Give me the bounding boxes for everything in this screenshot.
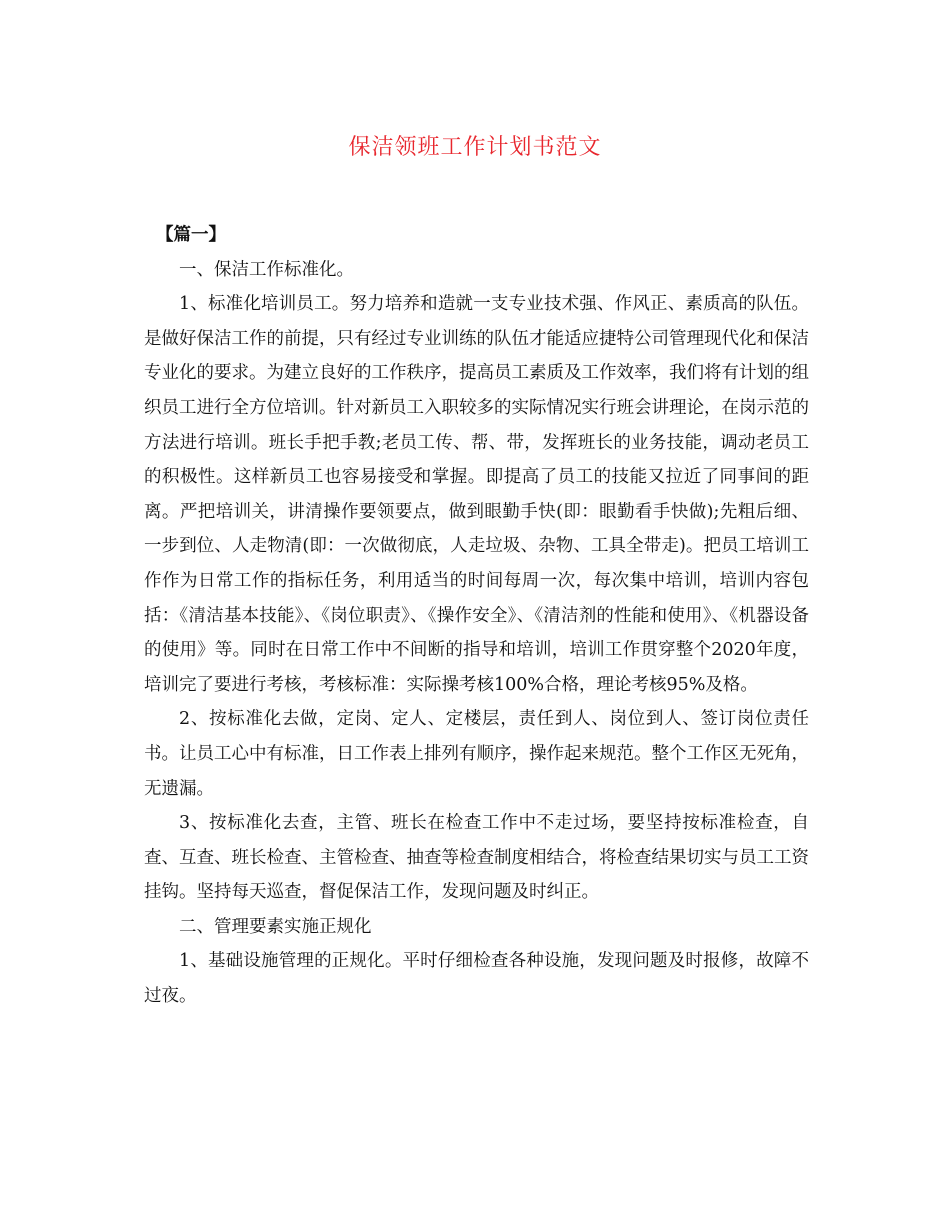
paragraph-do-by-standard: 2、按标准化去做，定岗、定人、定楼层，责任到人、岗位到人、签订岗位责任书。让员工心中有标准，日工作表上排列有顺序，操作起来规范。整个工作区无死角，无遗漏。 [144,709,809,799]
paragraph-facilities: 1、基础设施管理的正规化。平时仔细检查各种设施，发现问题及时报修，故障不过夜。 [144,951,809,1007]
paragraph-check-by-standard: 3、按标准化去查，主管、班长在检查工作中不走过场，要坚持按标准检查，自查、互查、班长检查、主管检查、抽查等检查制度相结合，将检查结果切实与员工工资挂钩。坚持每天巡查，督促保洁工作，发现问题及时纠正。 [144,813,809,903]
heading-standardization: 一、保洁工作标准化。 [179,259,354,280]
document-title: 保洁领班工作计划书范文 [348,135,602,160]
document-body [144,218,809,1014]
heading-management: 二、管理要素实施正规化 [179,916,372,937]
section-label: 【篇一】 [156,225,226,245]
paragraph-training: 1、标准化培训员工。努力培养和造就一支专业技术强、作风正、素质高的队伍。是做好保洁工作的前提，只有经过专业训练的队伍才能适应捷特公司管理现代化和保洁专业化的要求。为建立良好的工作秩序，提高员工素质及工作效率，我们将有计划的组织员工进行全方位培训。针对新员工入职较多的实际情况实行班会讲理论，在岗示范的方法进行培训。班长手把手教;老员工传、帮、带，发挥班长的业务技能，调动老员工的积极性。这样新员工也容易接受和掌握。即提高了员工的技能又拉近了同事间的距离。严把培训关，讲清操作要领要点，做到眼勤手快(即：眼勤看手快做);先粗后细、一步到位、人走物清(即：一次做彻底，人走垃圾、杂物、工具全带走)。把员工培训工作作为日常工作的指标任务，利用适当的时间每周一次，每次集中培训，培训内容包括：《清洁基本技能》、《岗位职责》、《操作安全》、《清洁剂的性能和使用》、《机器设备的使用》等。同时在日常工作中不间断的指导和培训，培训工作贯穿整个2020年度，培训完了要进行考核，考核标准：实际操考核100%合格，理论考核95%及格。 [144,294,809,695]
